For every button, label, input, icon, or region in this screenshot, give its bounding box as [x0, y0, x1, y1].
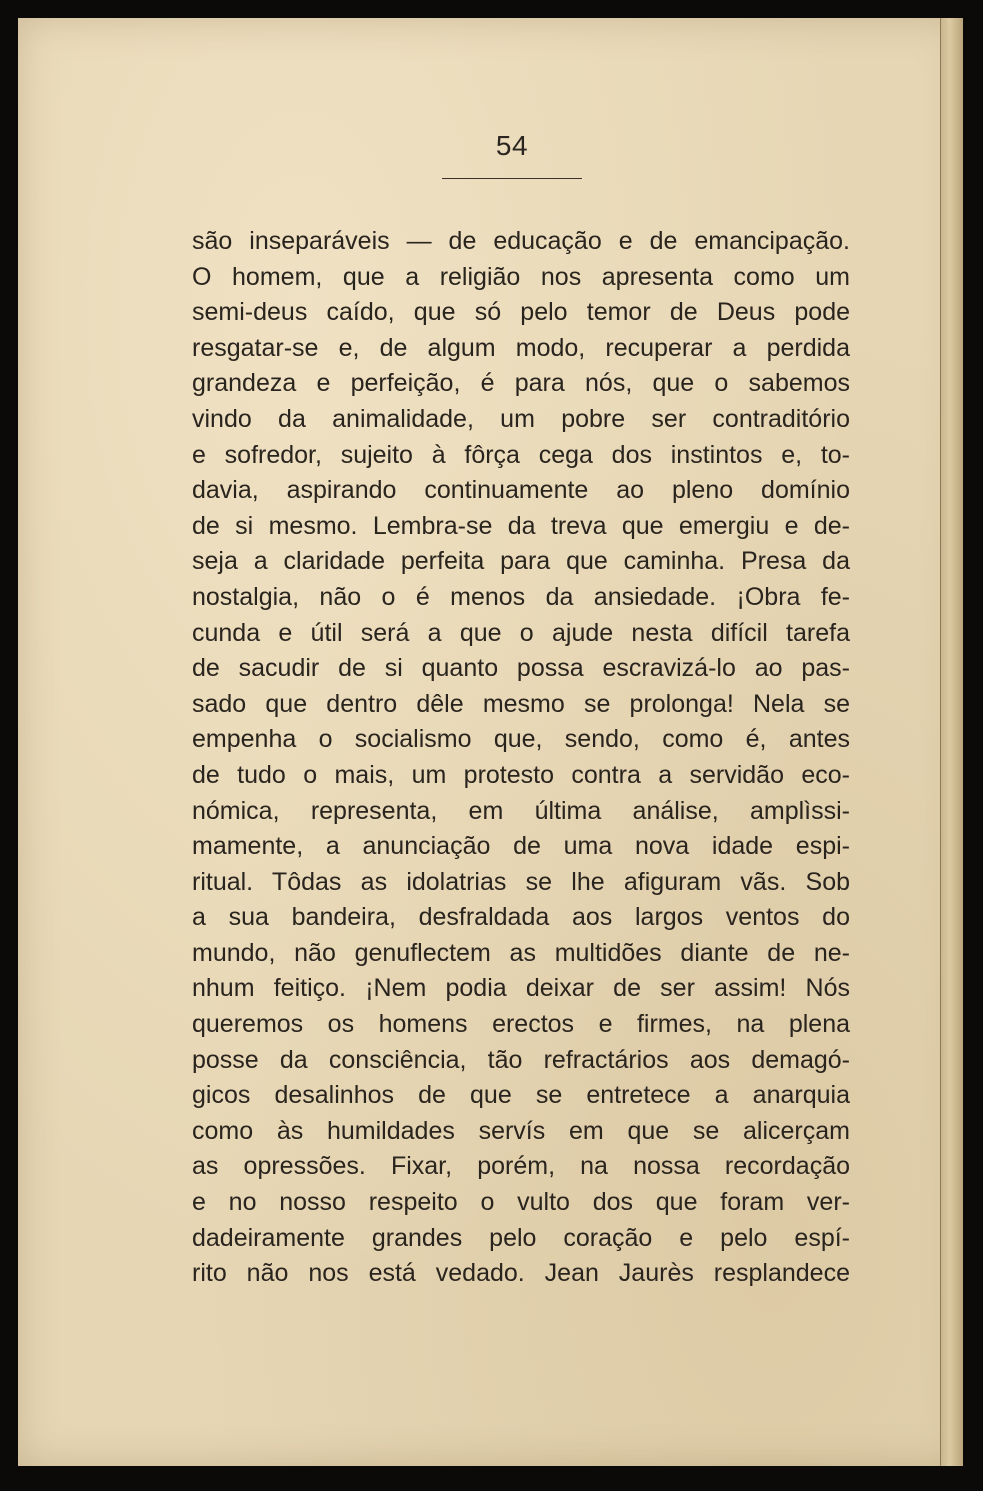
text-line: a sua bandeira, desfraldada aos largos ventos do	[192, 903, 850, 932]
text-line: de tudo o mais, um protesto contra a servidão eco-	[192, 760, 850, 789]
text-line: rito não nos está vedado. Jean Jaurès resplandece	[192, 1259, 850, 1288]
text-line: dadeiramente grandes pelo coração e pelo espí-	[192, 1223, 850, 1252]
text-line: grandeza e perfeição, é para nós, que o sabemos	[192, 369, 850, 398]
text-line: seja a claridade perfeita para que caminha. Presa da	[192, 547, 850, 576]
text-line: davia, aspirando continuamente ao pleno domínio	[192, 476, 850, 505]
text-line: nómica, representa, em última análise, amplìssi-	[192, 796, 850, 825]
text-line: de si mesmo. Lembra-se da treva que emergiu e de-	[192, 511, 850, 540]
text-line: queremos os homens erectos e firmes, na plena	[192, 1010, 850, 1039]
text-line: de sacudir de si quanto possa escravizá-lo ao pas-	[192, 654, 850, 683]
text-line: sado que dentro dêle mesmo se prolonga! Nela se	[192, 689, 850, 718]
text-line: semi-deus caído, que só pelo temor de Deus pode	[192, 298, 850, 327]
text-line: resgatar-se e, de algum modo, recuperar a perdida	[192, 333, 850, 362]
text-line: como às humildades servís em que se alicerçam	[192, 1116, 850, 1145]
text-line: mamente, a anunciação de uma nova idade espi-	[192, 832, 850, 861]
text-line: nhum feitiço. ¡Nem podia deixar de ser assim! Nós	[192, 974, 850, 1003]
text-line: ritual. Tôdas as idolatrias se lhe afiguram vãs. Sob	[192, 867, 850, 896]
text-line: vindo da animalidade, um pobre ser contraditório	[192, 404, 850, 433]
text-line: posse da consciência, tão refractários aos demagó-	[192, 1045, 850, 1074]
text-line: as opressões. Fixar, porém, na nossa recordação	[192, 1152, 850, 1181]
text-line: são inseparáveis — de educação e de emancipação.	[192, 227, 850, 255]
text-line: gicos desalinhos de que se entretece a anarquia	[192, 1081, 850, 1110]
page-number-rule	[442, 178, 582, 179]
page-number: 54	[495, 130, 529, 161]
text-line: O homem, que a religião nos apresenta como um	[192, 262, 850, 291]
text-line: empenha o socialismo que, sendo, como é, antes	[192, 725, 850, 754]
text-line: cunda e útil será a que o ajude nesta difícil tarefa	[192, 618, 850, 647]
text-line: mundo, não genuflectem as multidões diante de ne-	[192, 938, 850, 967]
body-text	[192, 224, 850, 1292]
text-line: e no nosso respeito o vulto dos que foram ver-	[192, 1188, 850, 1217]
page-fold-edge	[940, 18, 963, 1466]
text-line: nostalgia, não o é menos da ansiedade. ¡Obra fe-	[192, 582, 850, 611]
text-line: e sofredor, sujeito à fôrça cega dos instintos e, to-	[192, 440, 850, 469]
